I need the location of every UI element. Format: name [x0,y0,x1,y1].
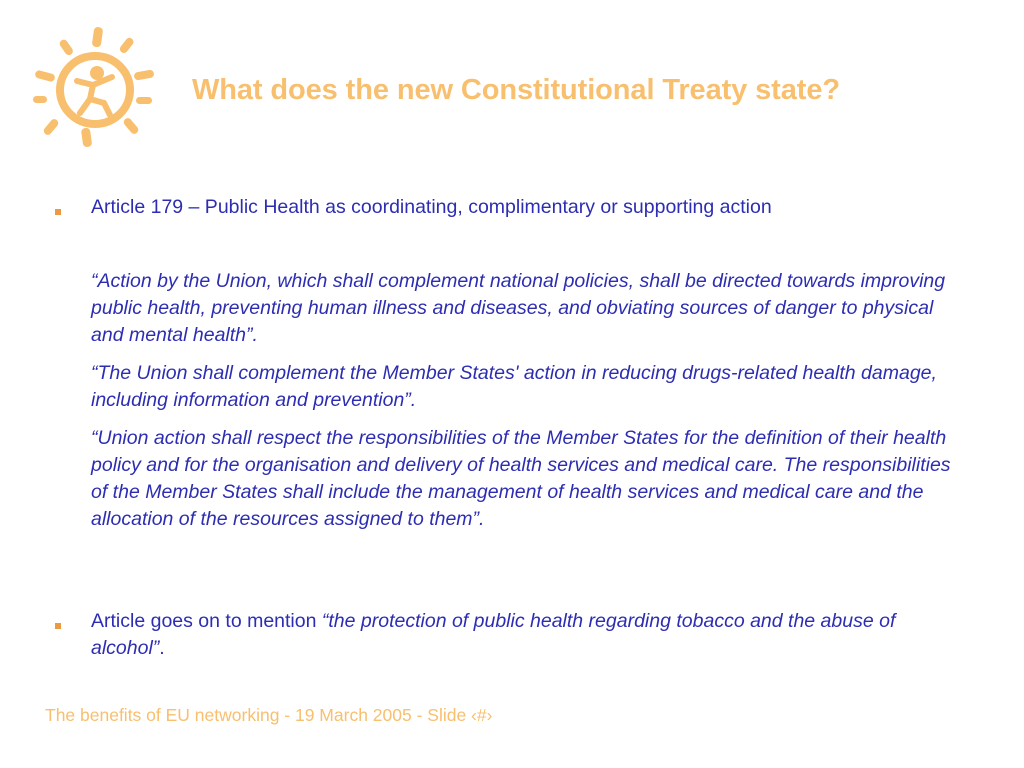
bullet-marker [55,209,61,215]
bullet-text-prefix: Article goes on to mention [91,610,322,632]
quote-paragraph-1: “Action by the Union, which shall complement national policies, shall be directed towards improving public health, preventing human illness and diseases, and obviating sources of danger to physical and mental health”. [91,270,946,346]
slide-footer: The benefits of EU networking - 19 March 2005 - Slide ‹#› [45,705,493,725]
quote-paragraph-2: “The Union shall complement the Member States' action in reducing drugs-related health damage, including information and prevention”. [91,362,937,411]
bullet-article-mention [91,608,971,662]
quote-paragraph-3: “Union action shall respect the responsibilities of the Member States for the definition of their health policy and for the organisation and delivery of health services and medical care. The responsibilities of the Member States shall include the management of health services and medical care and the allocation of the resources assigned to them”. [91,427,951,530]
bullet-marker [55,623,61,629]
sun-figure-logo-icon [30,25,160,150]
bullet-quote: “the protection of public health regarding tobacco and the abuse of alcohol” [91,610,896,659]
bullet-article-179: Article 179 – Public Health as coordinating, complimentary or supporting action [91,196,772,218]
slide-title: What does the new Constitutional Treaty state? [192,74,840,106]
bullet-text-suffix: . [159,637,165,659]
